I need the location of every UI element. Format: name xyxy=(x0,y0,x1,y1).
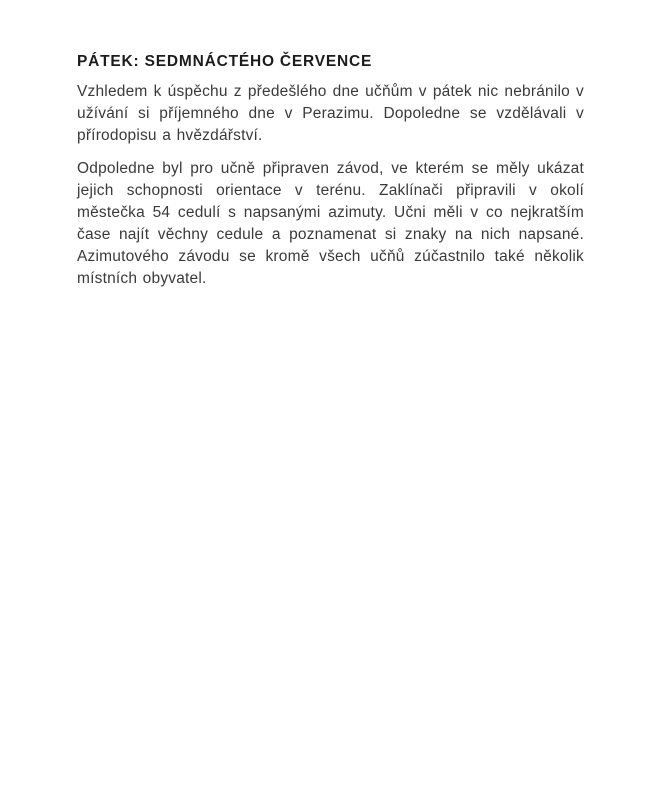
page-title: PÁTEK: SEDMNÁCTÉHO ČERVENCE xyxy=(77,53,373,70)
paragraph-morning: Vzhledem k úspěchu z předešlého dne učňům v pátek nic nebránilo v užívání si příjemného dne v Perazimu. Dopoledne se vzdělávali v přírodopisu a hvězdářství. xyxy=(77,83,584,144)
paragraph-afternoon: Odpoledne byl pro učně připraven závod, ve kterém se měly ukázat jejich schopnosti orientace v terénu. Zaklínači připravili v okolí městečka 54 cedulí s napsanými azimuty. Učni měli v co nejkratším čase najít věchny cedule a poznamenat si znaky na nich napsané. Azimutového závodu se kromě všech učňů zúčastnilo také několik místních obyvatel. xyxy=(77,160,584,287)
text-block xyxy=(77,52,584,301)
